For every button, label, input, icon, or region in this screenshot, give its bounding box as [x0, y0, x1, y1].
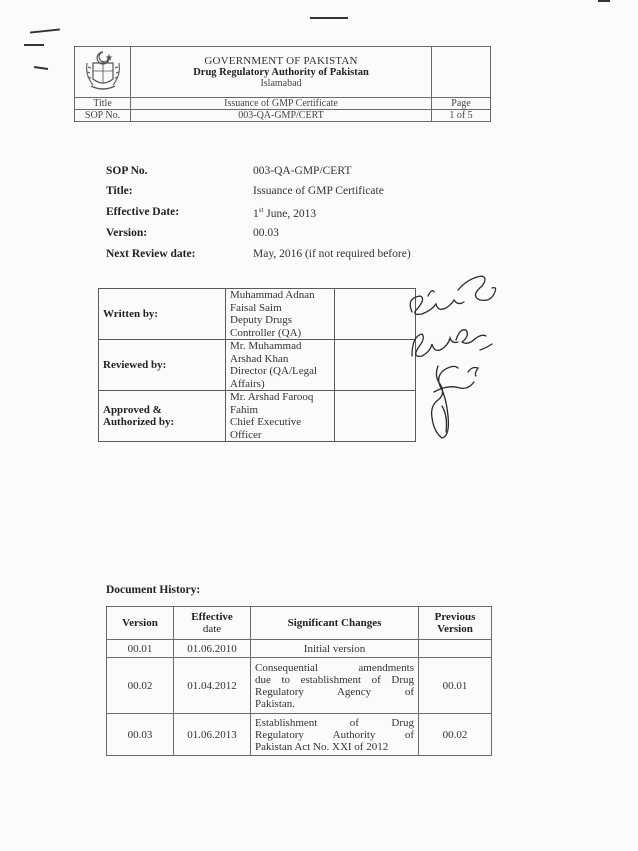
effective-date-value: 1st June, 2013 [253, 206, 317, 220]
table-row [107, 714, 492, 756]
effective-header-line2: date [202, 623, 222, 635]
effective-date-label: Effective Date: [106, 206, 180, 218]
title-info-value: Issuance of GMP Certificate [253, 185, 384, 197]
sop-label: SOP No. [75, 110, 131, 122]
version-header: Version [107, 607, 174, 640]
reviewer-info [226, 340, 335, 391]
title-value: Issuance of GMP Certificate [131, 98, 432, 110]
scan-mark [30, 28, 60, 33]
previous-version-header [419, 607, 492, 640]
scan-mark [34, 66, 48, 70]
table-row [107, 658, 492, 714]
title-info-label: Title: [106, 185, 133, 197]
row-previous: 00.02 [419, 714, 492, 756]
reviewer-name: Mr. Muhammad Arshad Khan [230, 340, 302, 365]
sop-value: 003-QA-GMP/CERT [131, 110, 432, 122]
row-previous [419, 640, 492, 658]
page-label: Page [432, 98, 491, 110]
city-title: Islamabad [260, 77, 302, 89]
document-history-table [106, 606, 492, 756]
row-date: 01.06.2013 [174, 714, 251, 756]
reviewer-title: Director (QA/Legal Affairs) [230, 365, 318, 390]
row-changes [251, 714, 419, 756]
sop-no-label: SOP No. [106, 165, 148, 177]
previous-header-line2: Version [437, 623, 473, 635]
written-by-label: Written by: [99, 289, 226, 340]
writer-title: Deputy Drugs Controller (QA) [230, 314, 302, 339]
approved-label-line2: Authorized by: [103, 416, 175, 428]
row-changes: Initial version [251, 640, 419, 658]
row-version: 00.02 [107, 658, 174, 714]
page-value: 1 of 5 [432, 110, 491, 122]
header-blank-cell [432, 47, 491, 98]
previous-header-line1: Previous [434, 611, 476, 623]
approver-title: Chief Executive Officer [230, 416, 302, 441]
writer-info [226, 289, 335, 340]
change-line: Consequential amendments [255, 661, 414, 674]
emblem-cell [75, 47, 131, 98]
row-changes [251, 658, 419, 714]
change-line: Pakistan. [255, 697, 296, 710]
title-label: Title [75, 98, 131, 110]
reviewed-by-label: Reviewed by: [99, 340, 226, 391]
writer-name: Muhammad Adnan Faisal Saim [230, 289, 315, 314]
row-date: 01.06.2010 [174, 640, 251, 658]
approved-label-line1: Approved & [103, 403, 162, 416]
row-date: 01.04.2012 [174, 658, 251, 714]
change-line: Regulatory Agency of [255, 685, 414, 698]
next-review-value: May, 2016 (if not required before) [253, 248, 411, 260]
next-review-label: Next Review date: [106, 248, 196, 260]
version-value: 00.03 [253, 227, 279, 239]
change-line: due to establishment of Drug [255, 673, 414, 686]
handwritten-signatures-icon [398, 266, 510, 442]
table-row [107, 640, 492, 658]
pakistan-emblem-icon [83, 49, 123, 93]
approver-info [226, 391, 335, 442]
row-version: 00.01 [107, 640, 174, 658]
header-title-cell [131, 47, 432, 98]
change-line: Establishment of Drug [255, 716, 414, 729]
scan-mark [598, 0, 610, 2]
approver-name: Mr. Arshad Farooq Fahim [230, 391, 314, 416]
change-line: Regulatory Authority of [255, 728, 414, 741]
row-previous: 00.01 [419, 658, 492, 714]
authority-title: Drug Regulatory Authority of Pakistan [193, 66, 369, 78]
approved-by-label [99, 391, 226, 442]
scan-mark [24, 44, 44, 46]
document-history-title: Document History: [106, 584, 201, 596]
effective-header-line1: Effective [191, 611, 233, 623]
signature-table [98, 288, 416, 442]
effective-date-header [174, 607, 251, 640]
govt-title: GOVERNMENT OF PAKISTAN [204, 54, 358, 67]
scan-mark [310, 17, 348, 19]
sop-no-value: 003-QA-GMP/CERT [253, 165, 352, 177]
version-label: Version: [106, 227, 148, 239]
row-version: 00.03 [107, 714, 174, 756]
document-header [74, 46, 491, 122]
change-line: Pakistan Act No. XXI of 2012 [255, 740, 389, 753]
changes-header: Significant Changes [251, 607, 419, 640]
